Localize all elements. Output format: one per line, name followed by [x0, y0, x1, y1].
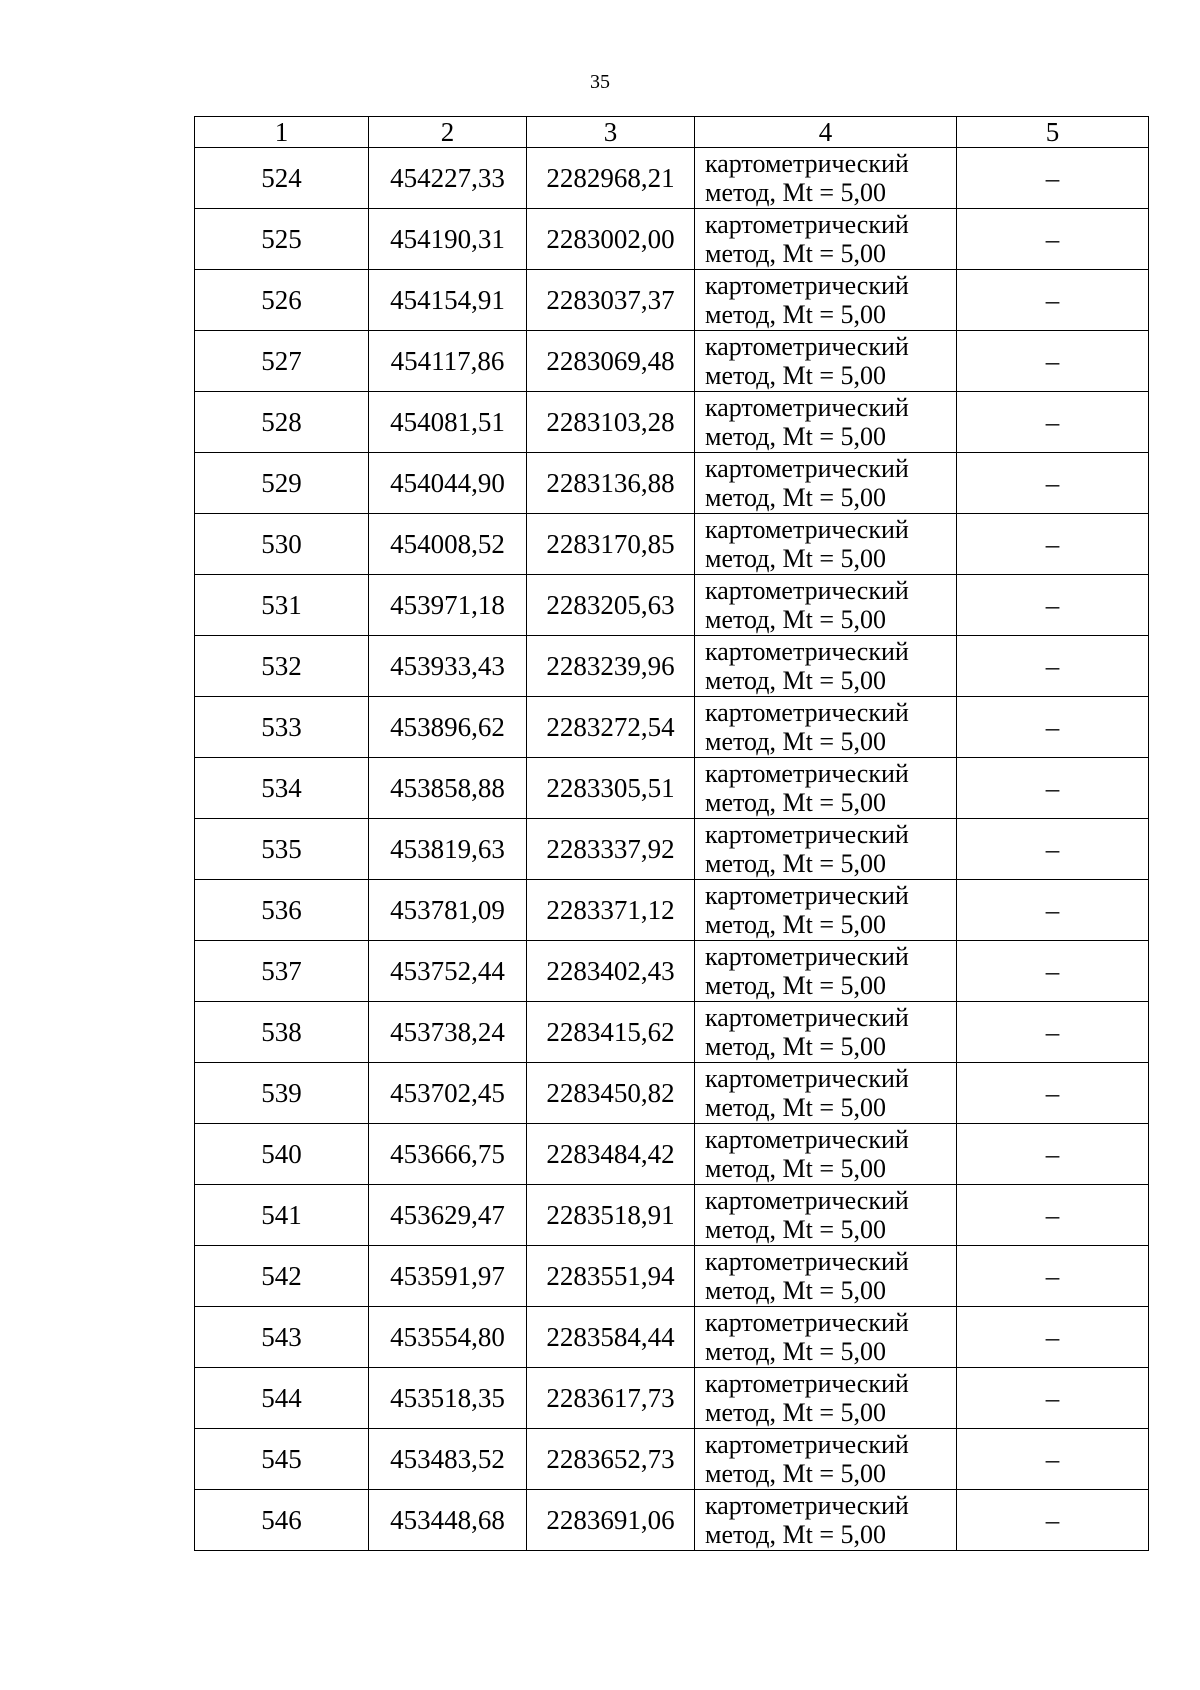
y-coordinate-cell: 2283691,06	[527, 1490, 695, 1551]
y-coordinate-cell: 2283371,12	[527, 880, 695, 941]
y-coordinate-cell: 2283069,48	[527, 331, 695, 392]
method-name: картометрический	[705, 942, 909, 971]
method-cell	[695, 1063, 957, 1124]
method-accuracy: метод, Mt = 5,00	[705, 910, 886, 939]
note-cell: –	[957, 148, 1149, 209]
note-cell: –	[957, 1063, 1149, 1124]
point-number-cell: 535	[195, 819, 369, 880]
method-cell	[695, 758, 957, 819]
method-name: картометрический	[705, 1430, 909, 1459]
table-row	[195, 453, 1149, 514]
point-number-cell: 527	[195, 331, 369, 392]
point-number-cell: 536	[195, 880, 369, 941]
method-cell	[695, 636, 957, 697]
note-cell: –	[957, 819, 1149, 880]
point-number-cell: 541	[195, 1185, 369, 1246]
point-number-cell: 526	[195, 270, 369, 331]
header-col-4: 4	[695, 117, 957, 148]
method-accuracy: метод, Mt = 5,00	[705, 605, 886, 634]
point-number-cell: 530	[195, 514, 369, 575]
method-cell	[695, 1002, 957, 1063]
y-coordinate-cell: 2283272,54	[527, 697, 695, 758]
method-accuracy: метод, Mt = 5,00	[705, 727, 886, 756]
note-cell: –	[957, 697, 1149, 758]
x-coordinate-cell: 453518,35	[369, 1368, 527, 1429]
x-coordinate-cell: 453752,44	[369, 941, 527, 1002]
x-coordinate-cell: 454154,91	[369, 270, 527, 331]
note-cell: –	[957, 1185, 1149, 1246]
x-coordinate-cell: 453858,88	[369, 758, 527, 819]
method-accuracy: метод, Mt = 5,00	[705, 1215, 886, 1244]
method-accuracy: метод, Mt = 5,00	[705, 483, 886, 512]
method-accuracy: метод, Mt = 5,00	[705, 1459, 886, 1488]
table-row	[195, 1002, 1149, 1063]
y-coordinate-cell: 2283002,00	[527, 209, 695, 270]
method-name: картометрический	[705, 332, 909, 361]
x-coordinate-cell: 453896,62	[369, 697, 527, 758]
method-name: картометрический	[705, 1003, 909, 1032]
method-cell	[695, 575, 957, 636]
x-coordinate-cell: 454008,52	[369, 514, 527, 575]
y-coordinate-cell: 2283337,92	[527, 819, 695, 880]
method-name: картометрический	[705, 1369, 909, 1398]
method-accuracy: метод, Mt = 5,00	[705, 788, 886, 817]
table-row	[195, 819, 1149, 880]
method-name: картометрический	[705, 454, 909, 483]
method-accuracy: метод, Mt = 5,00	[705, 361, 886, 390]
x-coordinate-cell: 453702,45	[369, 1063, 527, 1124]
method-cell	[695, 270, 957, 331]
coordinates-table	[194, 116, 1149, 1551]
method-name: картометрический	[705, 393, 909, 422]
method-accuracy: метод, Mt = 5,00	[705, 1398, 886, 1427]
y-coordinate-cell: 2283136,88	[527, 453, 695, 514]
y-coordinate-cell: 2283239,96	[527, 636, 695, 697]
method-name: картометрический	[705, 1247, 909, 1276]
method-name: картометрический	[705, 149, 909, 178]
x-coordinate-cell: 453629,47	[369, 1185, 527, 1246]
method-name: картометрический	[705, 759, 909, 788]
method-cell	[695, 941, 957, 1002]
y-coordinate-cell: 2283652,73	[527, 1429, 695, 1490]
point-number-cell: 545	[195, 1429, 369, 1490]
method-accuracy: метод, Mt = 5,00	[705, 849, 886, 878]
point-number-cell: 543	[195, 1307, 369, 1368]
method-name: картометрический	[705, 1186, 909, 1215]
header-row	[195, 117, 1149, 148]
table-row	[195, 697, 1149, 758]
x-coordinate-cell: 453819,63	[369, 819, 527, 880]
method-cell	[695, 1185, 957, 1246]
note-cell: –	[957, 880, 1149, 941]
x-coordinate-cell: 453666,75	[369, 1124, 527, 1185]
y-coordinate-cell: 2283584,44	[527, 1307, 695, 1368]
table-row	[195, 575, 1149, 636]
table-body	[195, 148, 1149, 1551]
x-coordinate-cell: 453483,52	[369, 1429, 527, 1490]
method-accuracy: метод, Mt = 5,00	[705, 666, 886, 695]
point-number-cell: 525	[195, 209, 369, 270]
method-cell	[695, 453, 957, 514]
table-row	[195, 636, 1149, 697]
table-row	[195, 1063, 1149, 1124]
method-cell	[695, 1429, 957, 1490]
table-row	[195, 514, 1149, 575]
method-accuracy: метод, Mt = 5,00	[705, 544, 886, 573]
x-coordinate-cell: 453781,09	[369, 880, 527, 941]
point-number-cell: 539	[195, 1063, 369, 1124]
note-cell: –	[957, 1002, 1149, 1063]
y-coordinate-cell: 2283617,73	[527, 1368, 695, 1429]
point-number-cell: 533	[195, 697, 369, 758]
method-accuracy: метод, Mt = 5,00	[705, 1032, 886, 1061]
point-number-cell: 546	[195, 1490, 369, 1551]
header-col-2: 2	[369, 117, 527, 148]
method-cell	[695, 1124, 957, 1185]
method-accuracy: метод, Mt = 5,00	[705, 1276, 886, 1305]
x-coordinate-cell: 453554,80	[369, 1307, 527, 1368]
table-row	[195, 1429, 1149, 1490]
table-row	[195, 1246, 1149, 1307]
method-cell	[695, 819, 957, 880]
method-cell	[695, 1246, 957, 1307]
table-row	[195, 392, 1149, 453]
method-name: картометрический	[705, 515, 909, 544]
table-row	[195, 331, 1149, 392]
page-number: 35	[590, 71, 610, 93]
note-cell: –	[957, 636, 1149, 697]
note-cell: –	[957, 392, 1149, 453]
y-coordinate-cell: 2283103,28	[527, 392, 695, 453]
y-coordinate-cell: 2283402,43	[527, 941, 695, 1002]
point-number-cell: 542	[195, 1246, 369, 1307]
header-col-3: 3	[527, 117, 695, 148]
x-coordinate-cell: 453738,24	[369, 1002, 527, 1063]
method-name: картометрический	[705, 271, 909, 300]
method-cell	[695, 1307, 957, 1368]
method-accuracy: метод, Mt = 5,00	[705, 971, 886, 1000]
table-row	[195, 1124, 1149, 1185]
method-accuracy: метод, Mt = 5,00	[705, 422, 886, 451]
method-cell	[695, 514, 957, 575]
x-coordinate-cell: 454227,33	[369, 148, 527, 209]
method-cell	[695, 392, 957, 453]
x-coordinate-cell: 453933,43	[369, 636, 527, 697]
table-row	[195, 1490, 1149, 1551]
note-cell: –	[957, 1368, 1149, 1429]
table-row	[195, 1368, 1149, 1429]
note-cell: –	[957, 1490, 1149, 1551]
table-row	[195, 209, 1149, 270]
note-cell: –	[957, 209, 1149, 270]
method-name: картометрический	[705, 637, 909, 666]
x-coordinate-cell: 454081,51	[369, 392, 527, 453]
point-number-cell: 531	[195, 575, 369, 636]
point-number-cell: 528	[195, 392, 369, 453]
method-name: картометрический	[705, 1491, 909, 1520]
method-cell	[695, 209, 957, 270]
note-cell: –	[957, 941, 1149, 1002]
method-cell	[695, 880, 957, 941]
y-coordinate-cell: 2283450,82	[527, 1063, 695, 1124]
point-number-cell: 544	[195, 1368, 369, 1429]
method-name: картометрический	[705, 881, 909, 910]
x-coordinate-cell: 454117,86	[369, 331, 527, 392]
method-accuracy: метод, Mt = 5,00	[705, 300, 886, 329]
point-number-cell: 538	[195, 1002, 369, 1063]
y-coordinate-cell: 2282968,21	[527, 148, 695, 209]
y-coordinate-cell: 2283518,91	[527, 1185, 695, 1246]
method-name: картометрический	[705, 1308, 909, 1337]
y-coordinate-cell: 2283305,51	[527, 758, 695, 819]
method-accuracy: метод, Mt = 5,00	[705, 1337, 886, 1366]
method-cell	[695, 1490, 957, 1551]
note-cell: –	[957, 1307, 1149, 1368]
table-row	[195, 270, 1149, 331]
y-coordinate-cell: 2283205,63	[527, 575, 695, 636]
method-cell	[695, 697, 957, 758]
y-coordinate-cell: 2283037,37	[527, 270, 695, 331]
x-coordinate-cell: 453591,97	[369, 1246, 527, 1307]
method-accuracy: метод, Mt = 5,00	[705, 1093, 886, 1122]
method-accuracy: метод, Mt = 5,00	[705, 1154, 886, 1183]
x-coordinate-cell: 453971,18	[369, 575, 527, 636]
y-coordinate-cell: 2283415,62	[527, 1002, 695, 1063]
table-row	[195, 758, 1149, 819]
method-cell	[695, 1368, 957, 1429]
note-cell: –	[957, 575, 1149, 636]
method-name: картометрический	[705, 820, 909, 849]
method-accuracy: метод, Mt = 5,00	[705, 239, 886, 268]
point-number-cell: 534	[195, 758, 369, 819]
note-cell: –	[957, 453, 1149, 514]
y-coordinate-cell: 2283551,94	[527, 1246, 695, 1307]
header-col-1: 1	[195, 117, 369, 148]
table-row	[195, 880, 1149, 941]
method-accuracy: метод, Mt = 5,00	[705, 178, 886, 207]
table-row	[195, 148, 1149, 209]
x-coordinate-cell: 453448,68	[369, 1490, 527, 1551]
point-number-cell: 537	[195, 941, 369, 1002]
table-row	[195, 1307, 1149, 1368]
note-cell: –	[957, 758, 1149, 819]
y-coordinate-cell: 2283484,42	[527, 1124, 695, 1185]
method-accuracy: метод, Mt = 5,00	[705, 1520, 886, 1549]
note-cell: –	[957, 331, 1149, 392]
method-cell	[695, 148, 957, 209]
method-cell	[695, 331, 957, 392]
method-name: картометрический	[705, 698, 909, 727]
method-name: картометрический	[705, 1125, 909, 1154]
header-col-5: 5	[957, 117, 1149, 148]
note-cell: –	[957, 514, 1149, 575]
point-number-cell: 529	[195, 453, 369, 514]
point-number-cell: 524	[195, 148, 369, 209]
note-cell: –	[957, 1124, 1149, 1185]
method-name: картометрический	[705, 576, 909, 605]
note-cell: –	[957, 1246, 1149, 1307]
point-number-cell: 532	[195, 636, 369, 697]
note-cell: –	[957, 270, 1149, 331]
y-coordinate-cell: 2283170,85	[527, 514, 695, 575]
note-cell: –	[957, 1429, 1149, 1490]
table-row	[195, 1185, 1149, 1246]
x-coordinate-cell: 454190,31	[369, 209, 527, 270]
table-header	[195, 117, 1149, 148]
x-coordinate-cell: 454044,90	[369, 453, 527, 514]
table-row	[195, 941, 1149, 1002]
point-number-cell: 540	[195, 1124, 369, 1185]
method-name: картометрический	[705, 1064, 909, 1093]
method-name: картометрический	[705, 210, 909, 239]
